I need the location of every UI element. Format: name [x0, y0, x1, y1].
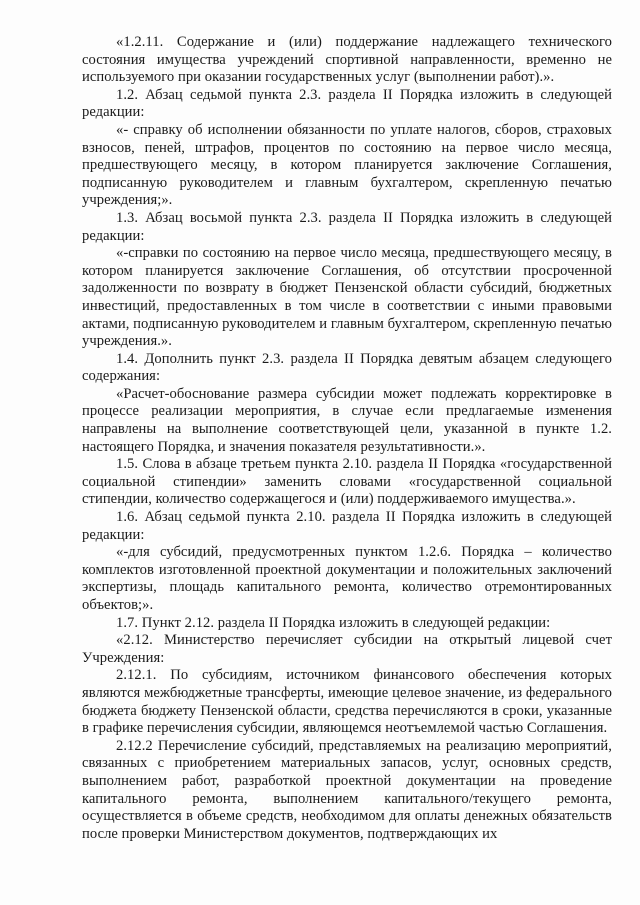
paragraph-amendment-1-6: 1.6. Абзац седьмой пункта 2.10. раздела II Порядка изложить в следующей редакции:	[82, 509, 612, 543]
paragraph-amendment-1-5: 1.5. Слова в абзаце третьем пункта 2.10. раздела II Порядка «государственной социальной стипендии» заменить словами «государственной социальной стипендии, количество содержащегося и (или) поддерживаемого имущества.».	[82, 456, 612, 508]
paragraph-amendment-1-2: 1.2. Абзац седьмой пункта 2.3. раздела II Порядка изложить в следующей редакции:	[82, 86, 612, 121]
paragraph-quote-2-12: «2.12. Министерство перечисляет субсидии на открытый лицевой счет Учреждения:	[82, 632, 612, 666]
paragraph-quote-calculation: «Расчет-обоснование размера субсидии может подлежать корректировке в процессе реализации мероприятия, в случае если предлагаемые изменения направлены на выполнение соответствующей цели, указанной в пункте 1.2. настоящего Порядка, и значения показателя результативности.».	[82, 385, 612, 455]
paragraph-quote-subsidies: «-для субсидий, предусмотренных пунктом 1.2.6. Порядка – количество комплектов изготовленной проектной документации и положительных заключений экспертизы, площадь капитального ремонта, количество отремонтированных объектов;».	[82, 544, 612, 613]
paragraph-2-12-1: 2.12.1. По субсидиям, источником финансового обеспечения которых являются межбюджетные трансферты, имеющие целевое значение, из федерального бюджета бюджету Пензенской области, средства перечисляются в сроки, указанные в графике перечисления субсидии, являющемся неотъемлемой частью Соглашения.	[82, 667, 612, 737]
paragraph-amendment-1-4: 1.4. Дополнить пункт 2.3. раздела II Порядка девятым абзацем следующего содержания:	[82, 350, 612, 385]
paragraph-quote-debt-certificate: «-справки по состоянию на первое число месяца, предшествующего месяцу, в котором планируется заключение Соглашения, об отсутствии просроченной задолженности по возврату в бюджет Пензенской области субсидий, бюджетных инвестиций, предоставленных в том числе в соответствии с иными правовыми актами, подписанную руководителем и главным бухгалтером, скрепленную печатью учреждения.».	[82, 245, 612, 350]
paragraph-amendment-1-3: 1.3. Абзац восьмой пункта 2.3. раздела II Порядка изложить в следующей редакции:	[82, 209, 612, 244]
document-body	[82, 34, 612, 843]
paragraph-2-12-2: 2.12.2 Перечисление субсидий, представляемых на реализацию мероприятий, связанных с приобретением материальных запасов, услуг, основных средств, выполнением работ, разработкой проектной документации на проведение капитального ремонта, выполнением капитального/текущего ремонта, осуществляется в объеме средств, необходимом для оплаты денежных обязательств после проверки Министерством документов, подтверждающих их	[82, 737, 612, 842]
paragraph-amendment-1-7: 1.7. Пункт 2.12. раздела II Порядка изложить в следующей редакции:	[116, 614, 551, 631]
paragraph-quote-tax-certificate: «- справку об исполнении обязанности по уплате налогов, сборов, страховых взносов, пеней, штрафов, процентов по состоянию на первое число месяца, предшествующего месяцу, в котором планируется заключение Соглашения, подписанную руководителем и главным бухгалтером, скрепленную печатью учреждения;».	[82, 121, 612, 209]
paragraph-1-2-11: «1.2.11. Содержание и (или) поддержание надлежащего технического состояния имущества учреждений спортивной направленности, временно не используемого при оказании государственных услуг (выполнении работ).».	[82, 34, 612, 86]
